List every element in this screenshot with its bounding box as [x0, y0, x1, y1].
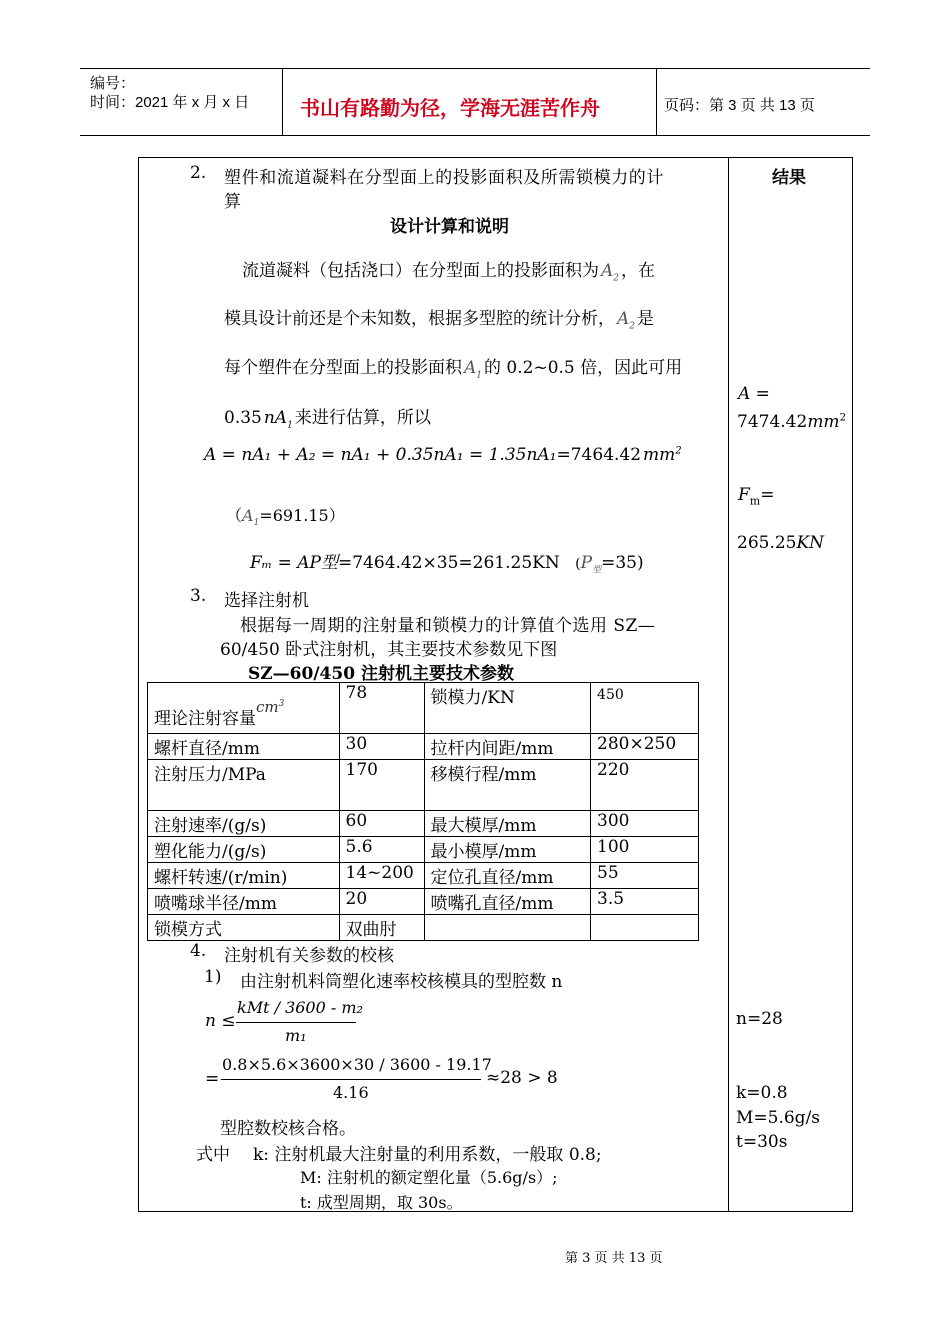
- section2-eq2-note-value: =35): [601, 553, 644, 573]
- table-row: [148, 863, 699, 889]
- table-cell: 移模行程/mm: [424, 760, 591, 811]
- result-A-label: A =: [738, 384, 770, 404]
- section2-eq1: [204, 445, 682, 465]
- section2-eq2-expr: Fₘ = AP型: [250, 553, 338, 573]
- section2-para4: [224, 403, 431, 430]
- ineq-denominator: m₁: [285, 1026, 307, 1045]
- symbol-nA1: $nA_1$: [263, 408, 293, 431]
- header-motto: 书山有路勤为径，学海无涯苦作舟: [300, 98, 600, 120]
- section2-eq1-sup: 2: [675, 445, 682, 457]
- symbol-P-mold: $P_型$: [580, 553, 602, 576]
- section3-para2: 60/450 卧式注射机，其主要技术参数见下图: [220, 640, 558, 660]
- section2-eq2: [250, 548, 644, 575]
- table-cell: 450: [591, 683, 699, 734]
- symbol-A1-1: $A_1$: [464, 358, 483, 381]
- table-cell: 拉杆内间距/mm: [424, 734, 591, 760]
- table-row: [148, 760, 699, 811]
- section3-title: 选择注射机: [224, 591, 309, 611]
- header-top-rule: [80, 68, 870, 69]
- table-row: [148, 734, 699, 760]
- section2-a1-open: （: [226, 506, 243, 525]
- section2-p3b: 的 0.2~0.5 倍，因此可用: [484, 358, 683, 378]
- table-cell: 20: [339, 889, 424, 915]
- symbol-A1-2: $A_1$: [242, 506, 260, 529]
- table-cell: 螺杆转速/(r/min): [148, 863, 340, 889]
- footer-page: 第 3 页 共 13 页: [565, 1251, 663, 1266]
- section4-sub-number: 1): [204, 967, 222, 987]
- calc-eq-sign: =: [205, 1069, 220, 1089]
- result-A-value: 7474.42: [737, 412, 808, 432]
- section2-para2: [224, 304, 654, 331]
- header-time-label: 时间：2021 年 x 月 x 日: [90, 94, 250, 111]
- result-Fm-sub: m: [749, 494, 761, 508]
- section2-title-line1: 塑件和流道凝料在分型面上的投影面积及所需锁模力的计: [224, 168, 664, 188]
- ineq-lhs: n ≤: [205, 1011, 236, 1031]
- section2-eq2-note-open: (: [575, 556, 581, 572]
- result-M: M=5.6g/s: [736, 1108, 821, 1128]
- result-Fm: [738, 485, 774, 507]
- header-divider-2: [656, 68, 657, 136]
- header-divider-1: [282, 68, 283, 136]
- table-cell: 最小模厚/mm: [424, 837, 591, 863]
- table-cell: 喷嘴孔直径/mm: [424, 889, 591, 915]
- table-cell: 100: [591, 837, 699, 863]
- table-cell: 55: [591, 863, 699, 889]
- table-cell: 3.5: [591, 889, 699, 915]
- ineq-numerator: kMt / 3600 - m₂: [237, 998, 363, 1017]
- section4-sub-title: 由注射机料筒塑化速率校核模具的型腔数 n: [240, 972, 563, 992]
- section2-a1-value: =691.15）: [259, 506, 345, 525]
- section2-subtitle: 设计计算和说明: [390, 217, 509, 236]
- table-cell: 双曲肘: [339, 915, 424, 941]
- section2-para1: [242, 256, 655, 283]
- table-cell: 78: [339, 683, 424, 734]
- section2-eq1-expr: A = nA₁ + A₂ = nA₁ + 0.35nA₁ = 1.35nA₁: [204, 445, 557, 465]
- result-k: k=0.8: [736, 1083, 788, 1103]
- section4-number: 4.: [190, 941, 207, 961]
- table-cell: 最大模厚/mm: [424, 811, 591, 837]
- section2-title-line2: 算: [224, 192, 241, 212]
- section2-p4a: 0.35: [224, 408, 262, 428]
- section4-title: 注射机有关参数的校核: [224, 946, 394, 966]
- section2-p2b: 是: [637, 309, 655, 329]
- table-cell: [424, 915, 591, 941]
- section2-p2a: 模具设计前还是个未知数，根据多型腔的统计分析，: [224, 309, 615, 329]
- section3-para1: 根据每一周期的注射量和锁模力的计算值个选用 SZ—: [240, 616, 656, 636]
- result-column-divider: [728, 157, 729, 1212]
- table-cell: 30: [339, 734, 424, 760]
- result-title: 结果: [772, 168, 806, 187]
- result-Fm-label: F: [738, 485, 750, 505]
- symbol-A2-2: $A_2$: [617, 309, 636, 332]
- section3-number: 3.: [190, 586, 207, 606]
- result-Fm-value: 265.25: [737, 533, 797, 553]
- table-row: [148, 915, 699, 941]
- table-cell: 定位孔直径/mm: [424, 863, 591, 889]
- section2-number: 2.: [190, 163, 207, 183]
- table-cell: 60: [339, 811, 424, 837]
- calc-denominator: 4.16: [333, 1083, 369, 1102]
- header-bottom-rule: [80, 135, 870, 136]
- table-cell: 注射压力/MPa: [148, 760, 340, 811]
- table-cell: 14~200: [339, 863, 424, 889]
- symbol-A2-1: $A_2$: [601, 261, 620, 284]
- result-A: [737, 412, 846, 432]
- table-cell: [591, 915, 699, 941]
- calc-fraction-bar: [221, 1079, 481, 1080]
- result-Fm-line: [737, 533, 824, 553]
- section2-eq1-unit: mm: [643, 445, 676, 465]
- table-row: [148, 837, 699, 863]
- section2-p3a: 每个塑件在分型面上的投影面积: [224, 358, 462, 378]
- table-cell: 喷嘴球半径/mm: [148, 889, 340, 915]
- section2-eq1-value: =7464.42: [556, 445, 642, 465]
- section3-table-title: SZ—60/450 注射机主要技术参数: [248, 664, 514, 684]
- result-Fm-unit: KN: [796, 533, 825, 553]
- table-cell: 锁模力/KN: [424, 683, 591, 734]
- table-cell: 塑化能力/(g/s): [148, 837, 340, 863]
- section4-M-def: M: 注射机的额定塑化量（5.6g/s）;: [300, 1168, 558, 1187]
- section4-k-def: k: 注射机最大注射量的利用系数，一般取 0.8;: [253, 1145, 602, 1165]
- table-cell: 5.6: [339, 837, 424, 863]
- table-cell: 注射速率/(g/s): [148, 811, 340, 837]
- section2-eq2-value: =7464.42×35=261.25KN: [338, 553, 560, 573]
- table-row: [148, 811, 699, 837]
- result-A-sup: 2: [839, 412, 846, 424]
- table-cell: 170: [339, 760, 424, 811]
- header-page-label: 页码：第 3 页 共 13 页: [664, 97, 815, 114]
- section2-p1a: 流道凝料（包括浇口）在分型面上的投影面积为: [242, 261, 599, 281]
- spec-table: [147, 682, 699, 941]
- section4-conclusion: 型腔数校核合格。: [220, 1119, 356, 1139]
- section2-a1-value-line: [226, 503, 345, 528]
- section2-p4b: 来进行估算，所以: [294, 408, 431, 428]
- calc-result: ≈28 > 8: [486, 1068, 558, 1088]
- result-t: t=30s: [736, 1132, 788, 1152]
- section4-t-def: t: 成型周期，取 30s。: [300, 1193, 463, 1212]
- ineq-fraction-bar: [236, 1022, 356, 1023]
- header-code-label: 编号：: [90, 75, 136, 92]
- table-row: [148, 889, 699, 915]
- table-cell: 理论注射容量$cm^3$: [148, 683, 340, 734]
- table-cell: 300: [591, 811, 699, 837]
- result-A-unit: mm: [807, 412, 840, 432]
- section2-p1b: ，在: [621, 261, 656, 281]
- table-row: [148, 683, 699, 734]
- result-n: n=28: [736, 1009, 783, 1029]
- table-cell: 220: [591, 760, 699, 811]
- table-cell: 锁模方式: [148, 915, 340, 941]
- calc-numerator: 0.8×5.6×3600×30 / 3600 - 19.17: [222, 1055, 492, 1074]
- table-cell: 280×250: [591, 734, 699, 760]
- section2-para3: [224, 353, 682, 380]
- table-unit: $cm^3$: [256, 698, 285, 716]
- section4-where-label: 式中: [196, 1145, 230, 1165]
- result-Fm-eq: =: [760, 485, 775, 505]
- table-cell: 螺杆直径/mm: [148, 734, 340, 760]
